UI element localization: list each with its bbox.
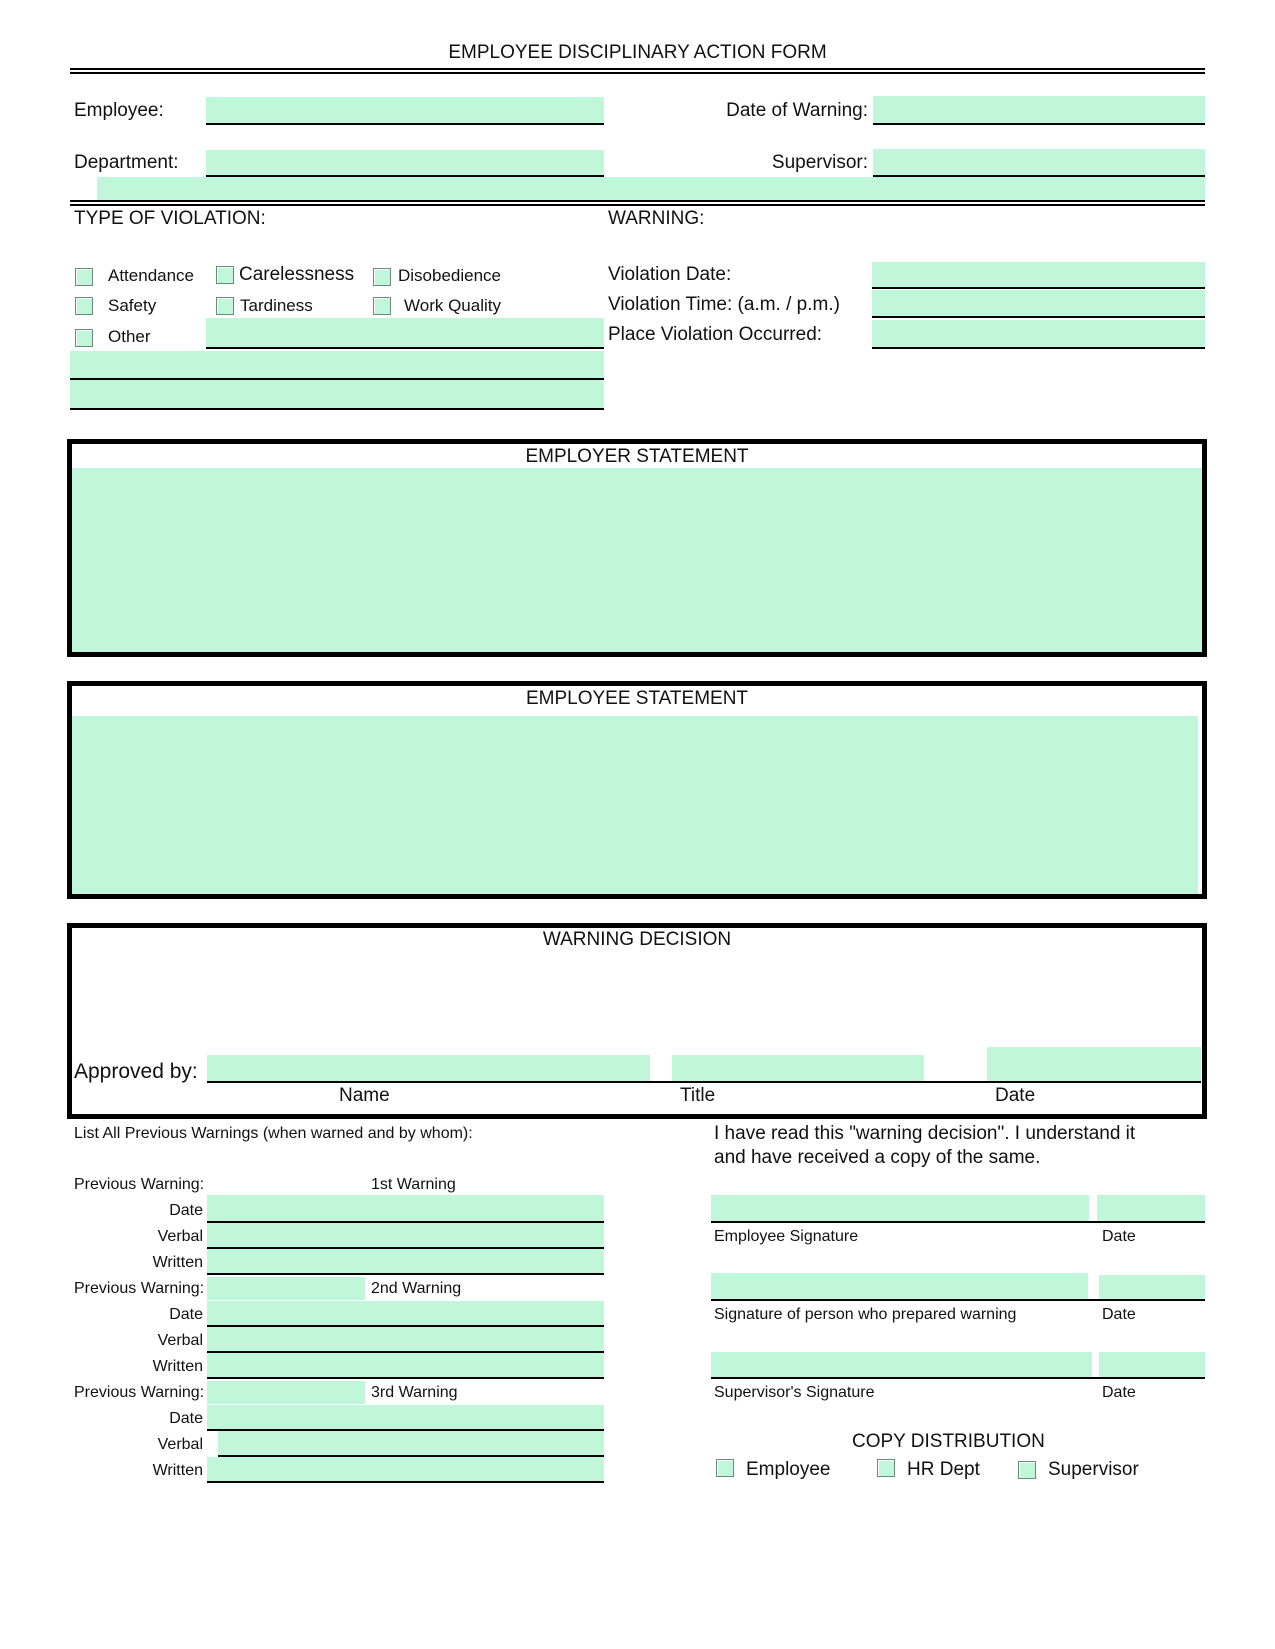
preparer-signature-date-label: Date xyxy=(1102,1306,1136,1323)
other-checkbox[interactable] xyxy=(75,329,93,347)
supervisor-signature-date-label: Date xyxy=(1102,1384,1136,1401)
copy-supervisor-checkbox[interactable] xyxy=(1018,1461,1036,1479)
first-warning-label: 1st Warning xyxy=(371,1176,456,1193)
disobedience-label: Disobedience xyxy=(398,266,502,285)
work-quality-label: Work Quality xyxy=(404,296,501,315)
copy-employee-label: Employee xyxy=(746,1459,831,1480)
second-warning-label: 2nd Warning xyxy=(371,1280,462,1297)
employee-field[interactable] xyxy=(206,97,604,123)
previous-warning-3-label: Previous Warning: xyxy=(74,1384,205,1401)
third-warning-written-underline xyxy=(207,1481,604,1483)
employee-label: Employee: xyxy=(74,100,164,121)
work-quality-checkbox[interactable] xyxy=(373,297,391,315)
employee-signature-underline xyxy=(711,1221,1205,1223)
header-extra-field[interactable] xyxy=(97,177,1205,200)
form-title: EMPLOYEE DISCIPLINARY ACTION FORM xyxy=(448,42,827,63)
first-warning-written-underline xyxy=(207,1273,604,1275)
supervisor-signature-field[interactable] xyxy=(711,1352,1092,1377)
copy-hr-label: HR Dept xyxy=(907,1459,980,1480)
supervisor-signature-label: Supervisor's Signature xyxy=(714,1384,875,1401)
violation-notes-underline-2 xyxy=(70,408,604,410)
first-warning-verbal-label: Verbal xyxy=(157,1228,203,1245)
disobedience-checkbox[interactable] xyxy=(373,268,391,286)
second-warning-verbal-field[interactable] xyxy=(207,1327,604,1351)
supervisor-signature-date-field[interactable] xyxy=(1099,1352,1205,1377)
third-warning-label: 3rd Warning xyxy=(371,1384,458,1401)
third-warning-verbal-label: Verbal xyxy=(157,1436,203,1453)
section-divider-2 xyxy=(70,204,1205,206)
attendance-label: Attendance xyxy=(108,266,195,285)
violation-date-field[interactable] xyxy=(872,262,1205,287)
approver-name-caption: Name xyxy=(339,1085,390,1106)
other-field[interactable] xyxy=(206,318,604,347)
approval-date-caption: Date xyxy=(995,1085,1036,1106)
first-warning-date-label: Date xyxy=(169,1202,203,1219)
acknowledgement-line-1: I have read this "warning decision". I understand it xyxy=(714,1123,1136,1144)
attendance-checkbox[interactable] xyxy=(75,268,93,286)
copy-distribution-heading: COPY DISTRIBUTION xyxy=(852,1431,1045,1452)
section-divider xyxy=(70,200,1205,202)
warning-heading: WARNING: xyxy=(608,208,705,229)
preparer-signature-label: Signature of person who prepared warning xyxy=(714,1306,1017,1323)
supervisor-field[interactable] xyxy=(873,149,1205,175)
first-warning-verbal-field[interactable] xyxy=(207,1223,604,1247)
approved-by-label: Approved by: xyxy=(74,1060,198,1083)
approver-title-caption: Title xyxy=(680,1085,716,1106)
place-violation-field[interactable] xyxy=(872,320,1205,347)
first-warning-written-label: Written xyxy=(152,1254,203,1271)
supervisor-signature-underline xyxy=(711,1377,1205,1379)
safety-checkbox[interactable] xyxy=(75,297,93,315)
place-violation-label: Place Violation Occurred: xyxy=(608,324,823,345)
other-label: Other xyxy=(108,327,151,346)
approval-underline xyxy=(207,1081,1201,1083)
previous-warnings-instruction: List All Previous Warnings (when warned and by whom): xyxy=(74,1125,473,1142)
place-violation-underline xyxy=(872,347,1205,349)
department-label: Department: xyxy=(74,152,179,173)
third-warning-written-label: Written xyxy=(152,1462,203,1479)
violation-notes-line-2[interactable] xyxy=(70,380,604,408)
violation-time-label: Violation Time: (a.m. / p.m.) xyxy=(608,294,840,315)
warning-decision-box xyxy=(67,923,1207,1119)
copy-hr-checkbox[interactable] xyxy=(877,1459,895,1477)
date-of-warning-label: Date of Warning: xyxy=(726,100,868,121)
violation-time-underline xyxy=(872,316,1205,318)
violation-notes-line-1[interactable] xyxy=(70,351,604,378)
second-warning-written-label: Written xyxy=(152,1358,203,1375)
third-warning-written-field[interactable] xyxy=(207,1457,604,1481)
approver-name-field[interactable] xyxy=(207,1055,650,1081)
carelessness-label: Carelessness xyxy=(239,264,355,285)
second-warning-date-field[interactable] xyxy=(207,1301,604,1325)
copy-supervisor-label: Supervisor xyxy=(1048,1459,1139,1480)
employer-statement-field[interactable] xyxy=(72,468,1202,652)
employee-statement-heading: EMPLOYEE STATEMENT xyxy=(525,688,749,709)
carelessness-checkbox[interactable] xyxy=(216,266,234,284)
violation-time-field[interactable] xyxy=(872,290,1205,316)
employee-signature-date-label: Date xyxy=(1102,1228,1136,1245)
second-warning-date-label: Date xyxy=(169,1306,203,1323)
violation-date-underline xyxy=(872,287,1205,289)
second-warning-written-underline xyxy=(207,1377,604,1379)
employee-signature-date-field[interactable] xyxy=(1097,1195,1205,1221)
preparer-signature-underline xyxy=(711,1299,1205,1301)
third-warning-date-field[interactable] xyxy=(207,1405,604,1429)
title-divider-2 xyxy=(70,72,1205,74)
employee-signature-field[interactable] xyxy=(711,1195,1089,1221)
employee-underline xyxy=(206,123,604,125)
acknowledgement-line-2: and have received a copy of the same. xyxy=(714,1147,1041,1168)
date-of-warning-underline xyxy=(873,123,1205,125)
second-warning-who-field[interactable] xyxy=(207,1277,365,1300)
previous-warning-1-label: Previous Warning: xyxy=(74,1176,205,1193)
second-warning-verbal-label: Verbal xyxy=(157,1332,203,1349)
supervisor-label: Supervisor: xyxy=(771,152,868,173)
date-of-warning-field[interactable] xyxy=(873,96,1205,123)
employee-signature-label: Employee Signature xyxy=(714,1228,859,1245)
preparer-signature-field[interactable] xyxy=(711,1273,1088,1299)
first-warning-date-field[interactable] xyxy=(207,1195,604,1221)
third-warning-date-label: Date xyxy=(169,1410,203,1427)
third-warning-verbal-field[interactable] xyxy=(218,1431,604,1455)
approver-title-field[interactable] xyxy=(672,1055,924,1081)
approval-date-field[interactable] xyxy=(987,1047,1201,1081)
tardiness-checkbox[interactable] xyxy=(216,297,234,315)
violation-date-label: Violation Date: xyxy=(608,264,732,285)
tardiness-label: Tardiness xyxy=(240,296,313,315)
copy-employee-checkbox[interactable] xyxy=(716,1459,734,1477)
warning-decision-heading: WARNING DECISION xyxy=(542,929,732,950)
previous-warning-2-label: Previous Warning: xyxy=(74,1280,205,1297)
first-warning-written-field[interactable] xyxy=(207,1249,604,1273)
third-warning-who-field[interactable] xyxy=(207,1381,365,1404)
title-divider xyxy=(70,68,1205,70)
preparer-signature-date-field[interactable] xyxy=(1099,1275,1205,1299)
employer-statement-heading: EMPLOYER STATEMENT xyxy=(525,446,749,467)
safety-label: Safety xyxy=(108,296,157,315)
second-warning-written-field[interactable] xyxy=(207,1353,604,1377)
other-underline xyxy=(206,347,604,349)
department-field[interactable] xyxy=(206,150,604,175)
violation-heading: TYPE OF VIOLATION: xyxy=(74,208,266,229)
employee-statement-field[interactable] xyxy=(72,716,1198,894)
